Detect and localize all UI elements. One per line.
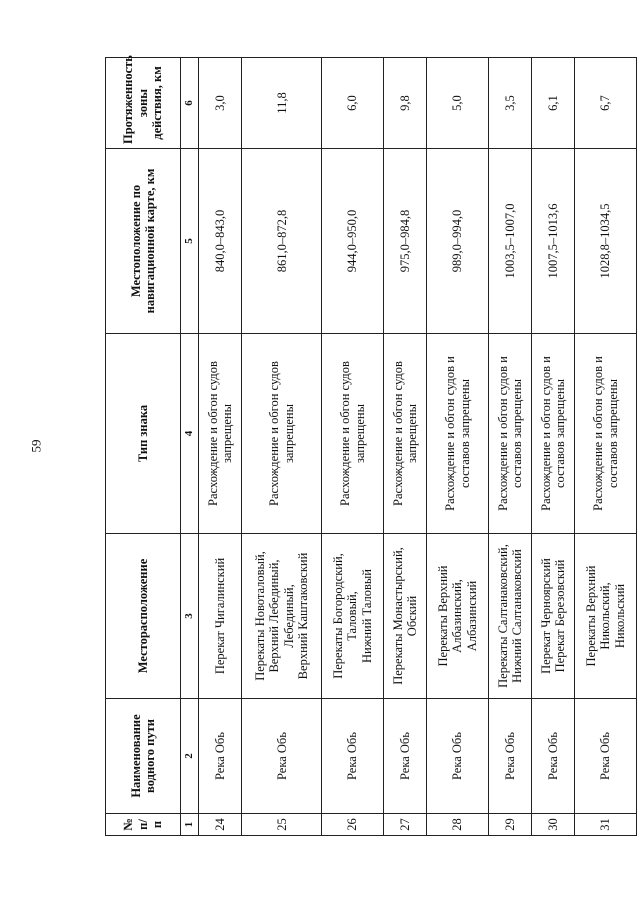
row-number-cell: 28 — [427, 814, 489, 836]
table-row — [242, 58, 322, 836]
chart-position-cell: 1007,5–1013,6 — [532, 149, 575, 334]
waterway-name-cell: Река Обь — [575, 699, 637, 814]
column-number: 2 — [181, 699, 199, 814]
column-number-row — [181, 58, 199, 836]
row-number-cell: 25 — [242, 814, 322, 836]
header-cell: Местоположение по навигационной карте, км — [106, 149, 181, 334]
row-number-cell: 24 — [199, 814, 242, 836]
row-number-cell: 27 — [383, 814, 426, 836]
page-number: 59 — [28, 439, 44, 453]
header-cell: Протяженность зоны действия, км — [106, 58, 181, 149]
sign-type-cell: Расхождение и обгон судов и составов запрещены — [532, 334, 575, 534]
zone-length-cell: 3,5 — [488, 58, 531, 149]
chart-position-cell: 944,0–950,0 — [322, 149, 384, 334]
sign-type-cell: Расхождение и обгон судов запрещены — [322, 334, 384, 534]
table-row — [383, 58, 426, 836]
chart-position-cell: 975,0–984,8 — [383, 149, 426, 334]
rotated-table-frame — [105, 55, 637, 836]
location-cell: Перекат Черноярский Перекат Березовский — [532, 534, 575, 699]
waterway-name-cell: Река Обь — [199, 699, 242, 814]
sign-type-cell: Расхождение и обгон судов и составов запрещены — [488, 334, 531, 534]
waterway-name-cell: Река Обь — [488, 699, 531, 814]
chart-position-cell: 989,0–994,0 — [427, 149, 489, 334]
sign-type-cell: Расхождение и обгон судов запрещены — [242, 334, 322, 534]
table-row — [322, 58, 384, 836]
table-row — [427, 58, 489, 836]
column-number: 6 — [181, 58, 199, 149]
chart-position-cell: 1003,5–1007,0 — [488, 149, 531, 334]
column-number: 1 — [181, 814, 199, 836]
row-number-cell: 30 — [532, 814, 575, 836]
table-header-row — [106, 58, 181, 836]
location-cell: Перекат Чигалинский — [199, 534, 242, 699]
zone-length-cell: 6,0 — [322, 58, 384, 149]
chart-position-cell: 1028,8–1034,5 — [575, 149, 637, 334]
table-body — [199, 58, 637, 836]
waterway-name-cell: Река Обь — [242, 699, 322, 814]
sign-type-cell: Расхождение и обгон судов запрещены — [199, 334, 242, 534]
location-cell: Перекаты Богородский, Таловый, Нижний Таловый — [322, 534, 384, 699]
zone-length-cell: 11,8 — [242, 58, 322, 149]
table-row — [532, 58, 575, 836]
waterway-name-cell: Река Обь — [532, 699, 575, 814]
column-number: 5 — [181, 149, 199, 334]
table-row — [488, 58, 531, 836]
zone-length-cell: 3,0 — [199, 58, 242, 149]
sign-type-cell: Расхождение и обгон судов и составов запрещены — [575, 334, 637, 534]
table-row — [575, 58, 637, 836]
sign-type-cell: Расхождение и обгон судов и составов запрещены — [427, 334, 489, 534]
zone-length-cell: 9,8 — [383, 58, 426, 149]
row-number-cell: 29 — [488, 814, 531, 836]
header-cell: Месторасположение — [106, 534, 181, 699]
column-number: 4 — [181, 334, 199, 534]
zone-length-cell: 6,7 — [575, 58, 637, 149]
table-row — [199, 58, 242, 836]
row-number-cell: 26 — [322, 814, 384, 836]
sign-type-cell: Расхождение и обгон судов запрещены — [383, 334, 426, 534]
zone-length-cell: 5,0 — [427, 58, 489, 149]
location-cell: Перекаты Новоталовый, Верхний Лебединый, Лебединый, Верхний Каштаковский — [242, 534, 322, 699]
chart-position-cell: 861,0–872,8 — [242, 149, 322, 334]
column-number: 3 — [181, 534, 199, 699]
waterway-restrictions-table — [105, 57, 637, 836]
table-container — [105, 55, 637, 836]
location-cell: Перекаты Салтанаковский, Нижний Салтанаковский — [488, 534, 531, 699]
row-number-cell: 31 — [575, 814, 637, 836]
zone-length-cell: 6,1 — [532, 58, 575, 149]
header-cell: Тип знака — [106, 334, 181, 534]
location-cell: Перекаты Верхний Никольский, Никольский — [575, 534, 637, 699]
waterway-name-cell: Река Обь — [383, 699, 426, 814]
location-cell: Перекаты Монастырский, Обский — [383, 534, 426, 699]
waterway-name-cell: Река Обь — [427, 699, 489, 814]
chart-position-cell: 840,0–843,0 — [199, 149, 242, 334]
header-cell: Наименование водного пути — [106, 699, 181, 814]
waterway-name-cell: Река Обь — [322, 699, 384, 814]
location-cell: Перекаты Верхний Албазинский, Албазинский — [427, 534, 489, 699]
header-cell: № п/п — [106, 814, 181, 836]
